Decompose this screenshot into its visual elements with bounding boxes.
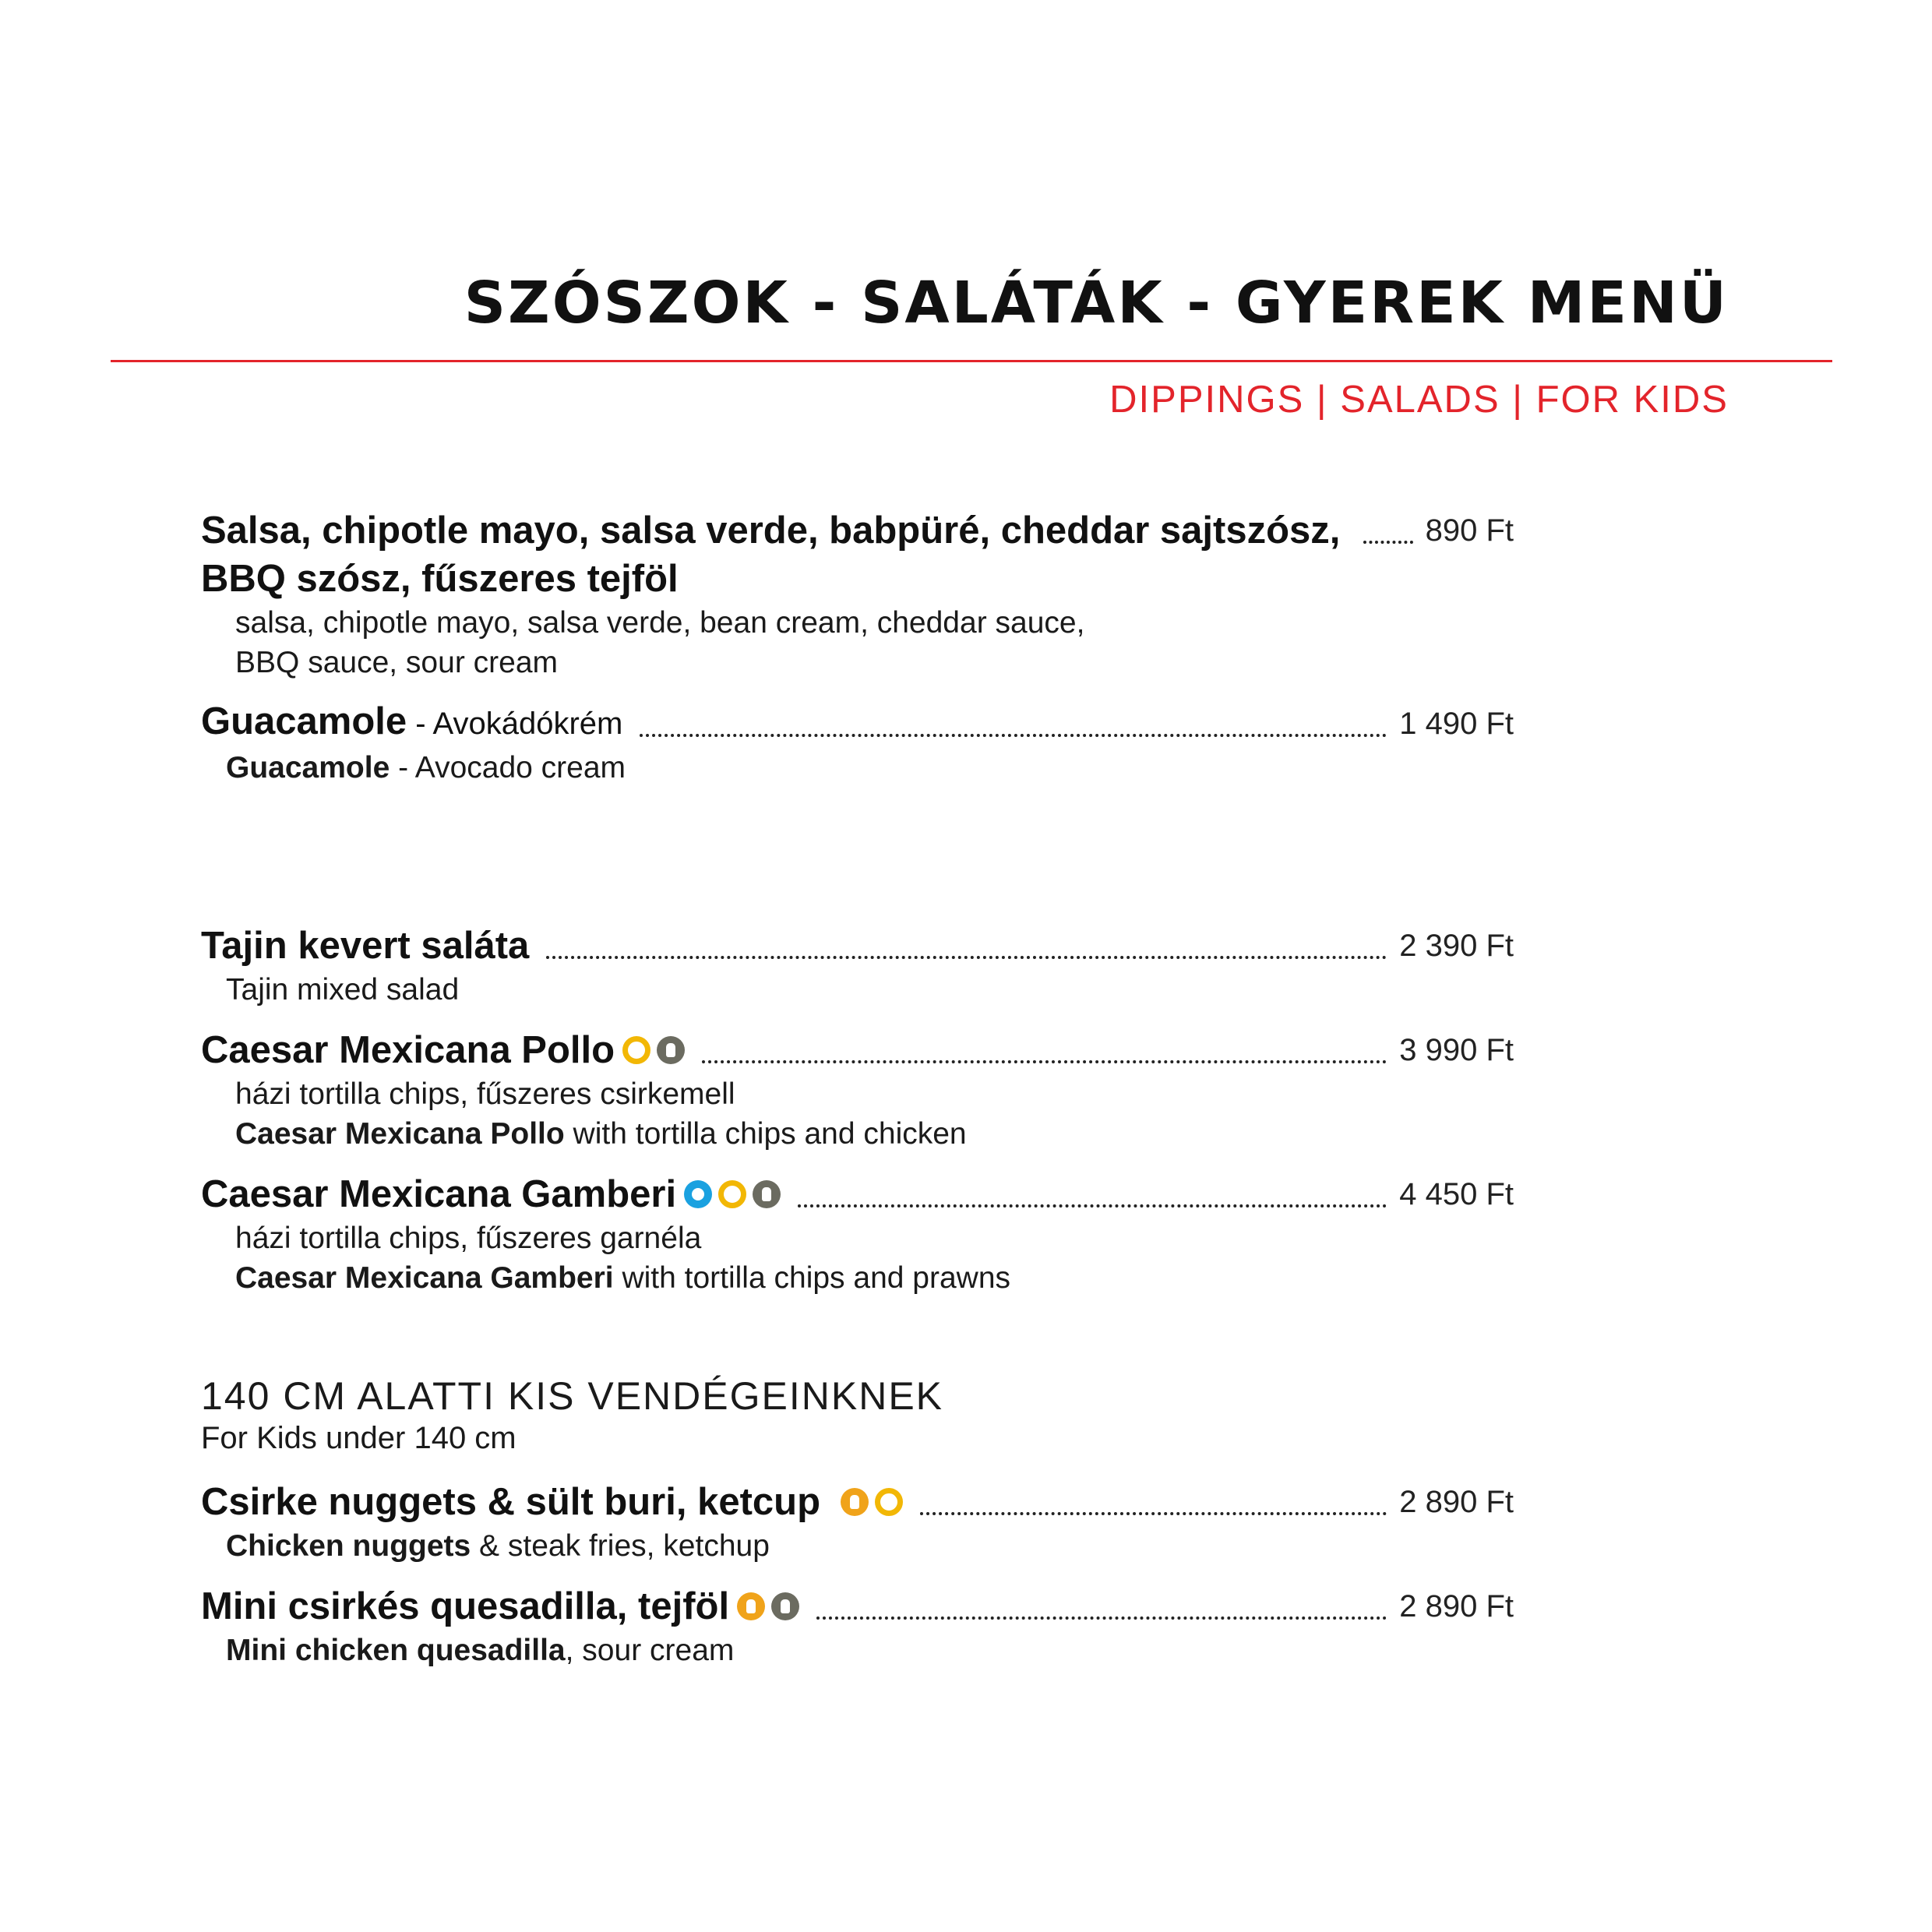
menu-item-name: Caesar Mexicana Gamberi xyxy=(201,1173,677,1215)
allergen-gray-icon xyxy=(753,1180,781,1208)
page-title: SZÓSZOK - SALÁTÁK - GYEREK MENÜ xyxy=(464,270,1729,337)
menu-item-name: Guacamole - Avokádókrém xyxy=(201,700,623,742)
allergen-gray-icon xyxy=(657,1036,685,1064)
menu-item-price: 1 490 Ft xyxy=(1399,707,1514,741)
menu-item-price: 3 990 Ft xyxy=(1399,1033,1514,1067)
page-subtitle: DIPPINGS | SALADS | FOR KIDS xyxy=(1109,379,1729,421)
allergen-badges xyxy=(841,1488,903,1516)
menu-item-name-continued: BBQ szósz, fűszeres tejföl xyxy=(201,558,679,600)
allergen-gold-ring-icon xyxy=(622,1036,650,1064)
menu-item-price: 2 390 Ft xyxy=(1399,929,1514,963)
menu-item-header xyxy=(201,1026,1514,1074)
dot-leader xyxy=(702,1060,1387,1063)
menu-item-english: Tajin mixed salad xyxy=(226,973,460,1007)
menu-item-header xyxy=(201,922,1514,970)
menu-item-kids-quesadilla xyxy=(201,1582,1514,1670)
menu-item-description: házi tortilla chips, fűszeres garnéla xyxy=(235,1222,702,1255)
menu-item-name: Tajin kevert saláta xyxy=(201,925,530,967)
allergen-badges xyxy=(737,1592,799,1620)
dot-leader xyxy=(798,1204,1387,1208)
menu-item-description: salsa, chipotle mayo, salsa verde, bean cream, cheddar sauce, xyxy=(235,606,1085,640)
menu-item-header xyxy=(201,506,1514,555)
menu-item-caesar-gamberi xyxy=(201,1170,1514,1298)
allergen-blue-icon xyxy=(684,1180,712,1208)
allergen-gold-ring-icon xyxy=(875,1488,903,1516)
menu-item-price: 890 Ft xyxy=(1425,513,1514,548)
menu-item-header xyxy=(201,1582,1514,1631)
menu-item-price: 2 890 Ft xyxy=(1399,1589,1514,1624)
allergen-gray-icon xyxy=(771,1592,799,1620)
dot-leader xyxy=(920,1512,1387,1515)
menu-item-header xyxy=(201,697,1514,748)
menu-item-name: Caesar Mexicana Pollo xyxy=(201,1029,615,1071)
menu-item-price: 4 450 Ft xyxy=(1399,1177,1514,1211)
menu-item-name: Salsa, chipotle mayo, salsa verde, babpüré, cheddar sajtszósz, xyxy=(201,509,1341,552)
menu-item-english: Guacamole - Avocado cream xyxy=(226,751,626,784)
menu-item-english: Caesar Mexicana Gamberi with tortilla chips and prawns xyxy=(235,1261,1011,1295)
dot-leader xyxy=(546,956,1387,959)
allergen-badges xyxy=(622,1036,685,1064)
menu-item-kids-nuggets xyxy=(201,1478,1514,1566)
menu-item-description-continued: BBQ sauce, sour cream xyxy=(235,646,558,679)
kids-section-subtitle: For Kids under 140 cm xyxy=(201,1421,516,1455)
menu-item-english: Mini chicken quesadilla, sour cream xyxy=(226,1634,735,1667)
kids-section-title: 140 CM ALATTI KIS VENDÉGEINKNEK xyxy=(201,1374,944,1418)
menu-item-price: 2 890 Ft xyxy=(1399,1485,1514,1519)
title-divider xyxy=(111,360,1832,362)
menu-item-header xyxy=(201,1170,1514,1218)
allergen-gold-ring-icon xyxy=(718,1180,746,1208)
menu-item-sauces xyxy=(201,506,1514,682)
menu-item-caesar-pollo xyxy=(201,1026,1514,1154)
menu-item-english: Caesar Mexicana Pollo with tortilla chips and chicken xyxy=(235,1117,967,1151)
menu-item-name: Mini csirkés quesadilla, tejföl xyxy=(201,1585,730,1627)
dot-leader xyxy=(640,734,1387,737)
allergen-orange-icon xyxy=(737,1592,765,1620)
allergen-badges xyxy=(684,1180,781,1208)
menu-item-description: házi tortilla chips, fűszeres csirkemell xyxy=(235,1077,735,1111)
menu-item-name: Csirke nuggets & sült buri, ketcup xyxy=(201,1481,821,1523)
dot-leader xyxy=(816,1616,1387,1620)
menu-item-tajin-salad xyxy=(201,922,1514,1010)
menu-item-guacamole xyxy=(201,697,1514,788)
menu-item-header xyxy=(201,1478,1514,1526)
menu-item-english: Chicken nuggets & steak fries, ketchup xyxy=(226,1529,770,1563)
allergen-orange-icon xyxy=(841,1488,869,1516)
dot-leader xyxy=(1363,541,1412,544)
